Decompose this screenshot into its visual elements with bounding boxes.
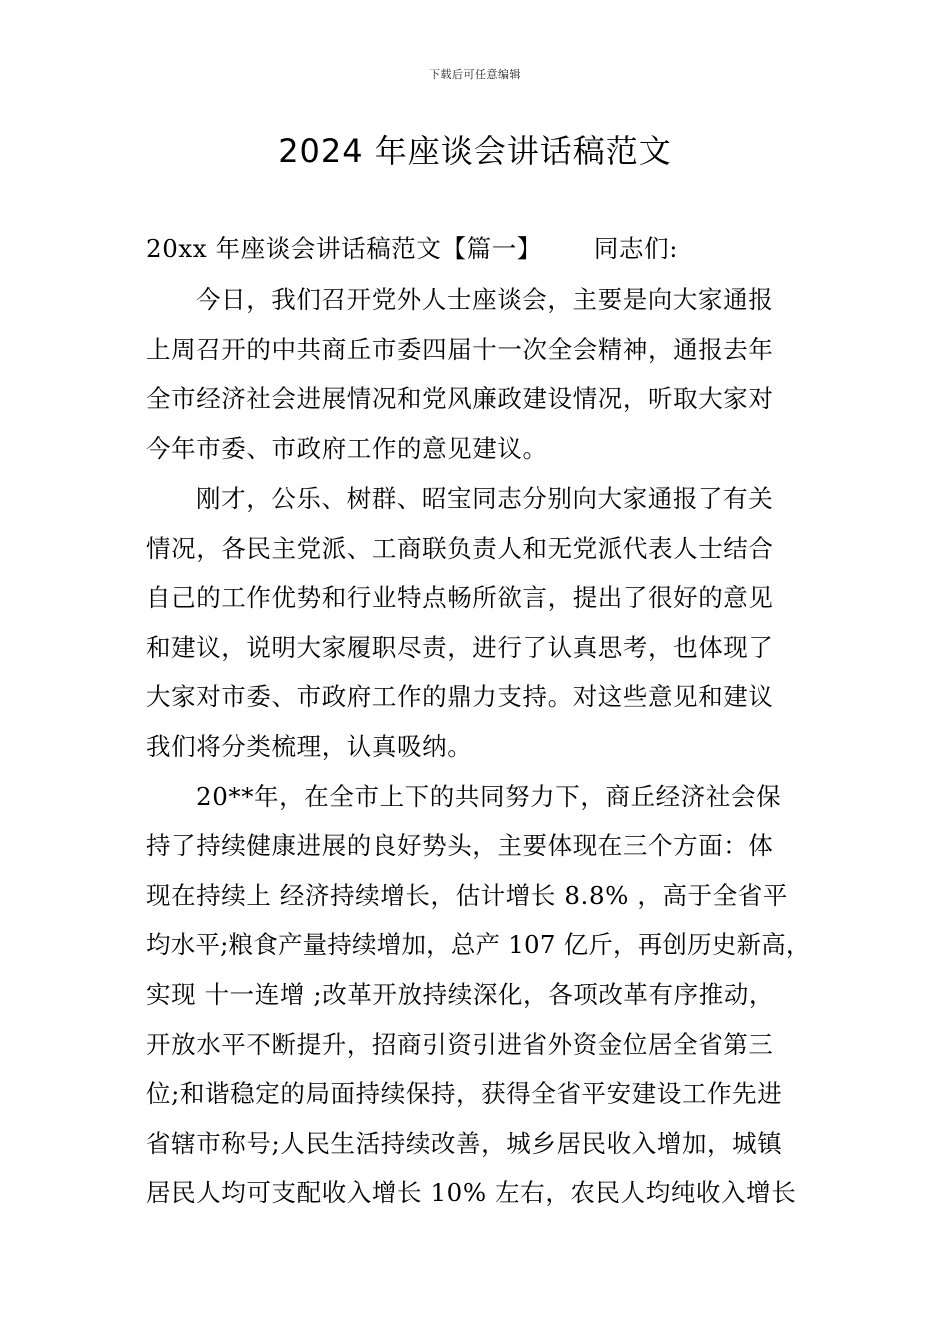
paragraph-3-line: 实现 十一连增 ;改革开放持续深化，各项改革有序推动，	[146, 980, 775, 1009]
paragraph-3-line: 居民人均可支配收入增长 10% 左右，农民人均纯收入增长	[146, 1178, 797, 1207]
salutation: 同志们:	[593, 234, 679, 263]
paragraph-3-line: 省辖市称号;人民生活持续改善，城乡居民收入增加，城镇	[146, 1129, 783, 1158]
paragraph-3-line: 持了持续健康进展的良好势头，主要体现在三个方面：体	[146, 831, 774, 860]
paragraph-3-line: 位;和谐稳定的局面持续保持，获得全省平安建设工作先进	[146, 1079, 783, 1108]
document-title: 2024 年座谈会讲话稿范文	[278, 132, 672, 170]
paragraph-1-line: 今日，我们召开党外人士座谈会，主要是向大家通报	[196, 285, 774, 314]
paragraph-1-line: 上周召开的中共商丘市委四届十一次全会精神，通报去年	[146, 335, 774, 364]
paragraph-1-line: 今年市委、市政府工作的意见建议。	[146, 434, 548, 463]
paragraph-3-line: 20**年，在全市上下的共同努力下，商丘经济社会保	[196, 782, 782, 811]
paragraph-2-line: 刚才，公乐、树群、昭宝同志分别向大家通报了有关	[196, 484, 774, 513]
paragraph-3-line: 开放水平不断提升，招商引资引进省外资金位居全省第三	[146, 1030, 774, 1059]
paragraph-2-line: 和建议，说明大家履职尽责，进行了认真思考，也体现了	[146, 633, 774, 662]
section-heading-line	[146, 234, 678, 264]
section-heading: 20xx 年座谈会讲话稿范文【篇一】	[146, 234, 542, 263]
paragraph-1-line: 全市经济社会进展情况和党风廉政建设情况，听取大家对	[146, 384, 774, 413]
paragraph-3-line: 均水平;粮食产量持续增加，总产 107 亿斤，再创历史新高，	[146, 930, 811, 959]
header-note: 下载后可任意编辑	[429, 68, 521, 81]
paragraph-2-line: 我们将分类梳理，认真吸纳。	[146, 732, 473, 761]
paragraph-2-line: 情况，各民主党派、工商联负责人和无党派代表人士结合	[146, 534, 774, 563]
paragraph-2-line: 自己的工作优势和行业特点畅所欲言，提出了很好的意见	[146, 583, 774, 612]
paragraph-3-line: 现在持续上 经济持续增长，估计增长 8.8% ，高于全省平	[146, 881, 789, 910]
paragraph-2-line: 大家对市委、市政府工作的鼎力支持。对这些意见和建议	[146, 682, 774, 711]
